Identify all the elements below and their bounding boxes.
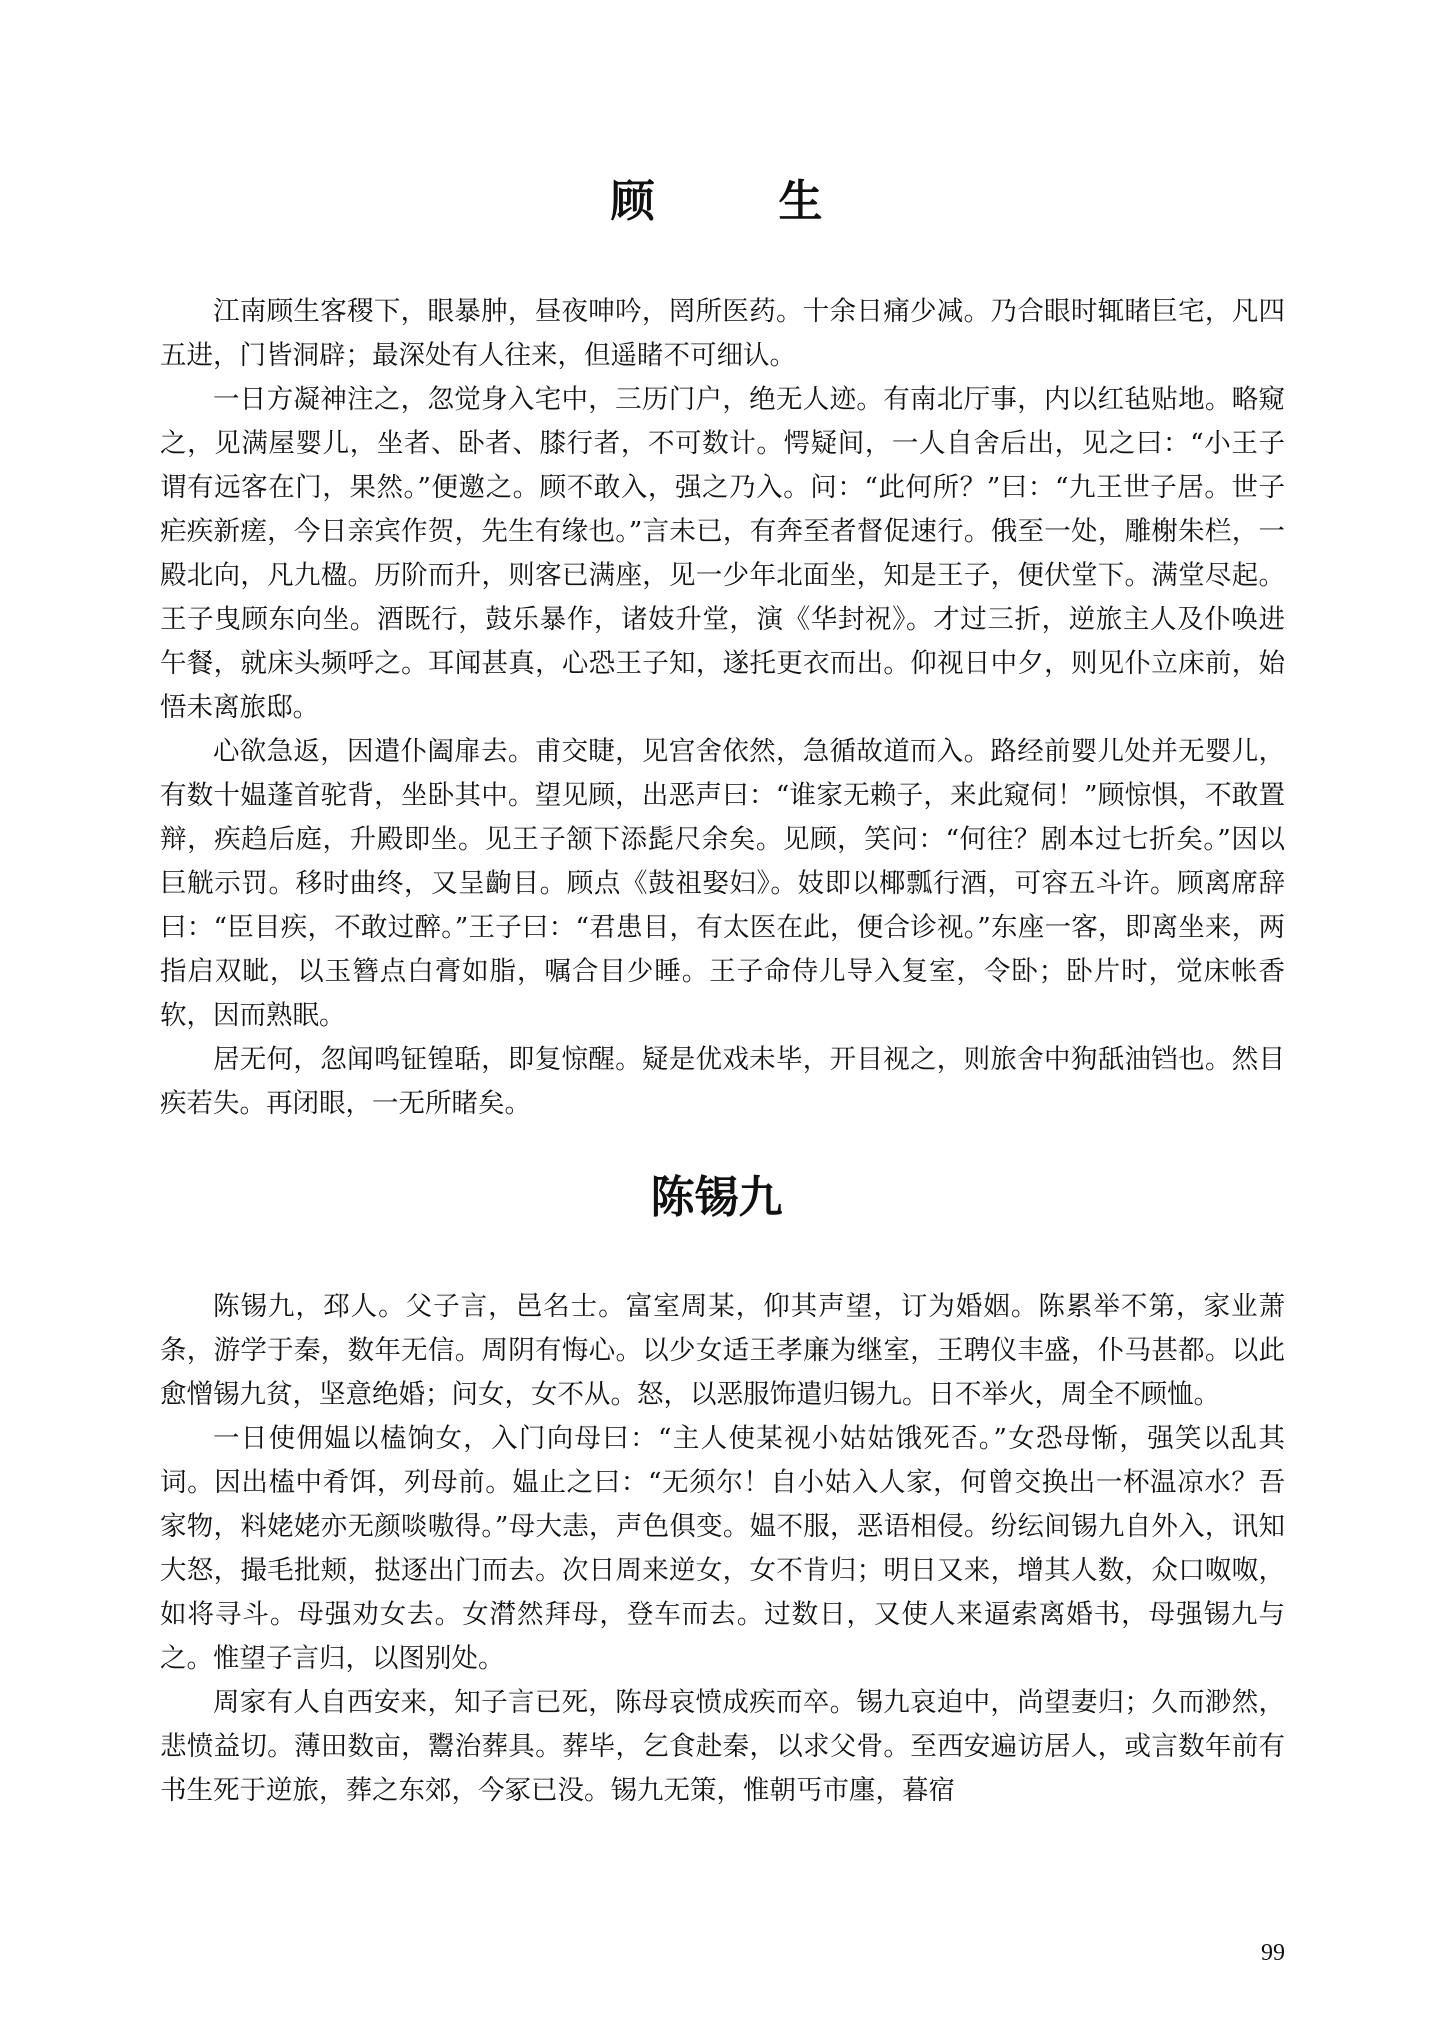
paragraph: 心欲急返，因遣仆阖扉去。甫交睫，见宫舍依然，急循故道而入。路经前婴儿处并无婴儿，有数十媪蓬首驼背，坐卧其中。望见顾，出恶声曰：“谁家无赖子，来此窥伺！”顾惊惧，不敢置辩，疾趋后庭，升殿即坐。见王子颔下添髭尺余矣。见顾，笑问：“何往？剧本过七折矣。”因以巨觥示罚。移时曲终，又呈齣目。顾点《鼓祖娶妇》。妓即以椰瓢行酒，可容五斗许。顾离席辞曰：“臣目疾，不敢过醉。”王子曰：“君患目，有太医在此，便合诊视。”东座一客，即离坐来，两指启双眦，以玉簪点白膏如脂，嘱合目少睡。王子命侍儿导入复室，令卧；卧片时，觉床帐香软，因而熟眠。 — [160, 736, 1285, 1031]
paragraph: 陈锡九，邳人。父子言，邑名士。富室周某，仰其声望，订为婚姻。陈累举不第，家业萧条，游学于秦，数年无信。周阴有悔心。以少女适王孝廉为继室，王聘仪丰盛，仆马甚都。以此愈憎锡九贫，坚意绝婚；问女，女不从。怒，以恶服饰遣归锡九。日不举火，周全不顾恤。 — [160, 1291, 1285, 1410]
paragraph: 周家有人自西安来，知子言已死，陈母哀愤成疾而卒。锡九哀迫中，尚望妻归；久而渺然，悲愤益切。薄田数亩，鬻治葬具。葬毕，乞食赴秦，以求父骨。至西安遍访居人，或言数年前有书生死于逆旅，葬之东郊，今冢已没。锡九无策，惟朝丐市廛，暮宿 — [160, 1687, 1285, 1806]
story-body-chen-xi-jiu — [160, 1285, 1285, 1813]
story-body-gu-sheng — [160, 290, 1285, 1126]
paragraph: 一日使佣媪以榼饷女，入门向母曰：“主人使某视小姑姑饿死否。”女恐母惭，强笑以乱其词。因出榼中肴饵，列母前。媪止之曰：“无须尔！自小姑入人家，何曾交换出一杯温凉水？吾家物，料姥姥亦无颜啖嗷得。”母大恚，声色俱变。媪不服，恶语相侵。纷纭间锡九自外入，讯知大怒，撮毛批颊，挞逐出门而去。次日周来逆女，女不肯归；明日又来，增其人数，众口呶呶，如将寻斗。母强劝女去。女潸然拜母，登车而去。过数日，又使人来逼索离婚书，母强锡九与之。惟望子言归，以图别处。 — [160, 1423, 1285, 1674]
story-title-gu-sheng: 顾 生 — [610, 176, 863, 227]
paragraph: 一日方凝神注之，忽觉身入宅中，三历门户，绝无人迹。有南北厅事，内以红毡贴地。略窥之，见满屋婴儿，坐者、卧者、膝行者，不可数计。愕疑间，一人自舍后出，见之曰：“小王子谓有远客在门，果然。”便邀之。顾不敢入，强之乃入。问：“此何所？”曰：“九王世子居。世子疟疾新瘥，今日亲宾作贺，先生有缘也。”言未已，有奔至者督促速行。俄至一处，雕榭朱栏，一殿北向，凡九楹。历阶而升，则客已满座，见一少年北面坐，知是王子，便伏堂下。满堂尽起。王子曳顾东向坐。酒既行，鼓乐暴作，诸妓升堂，演《华封祝》。才过三折，逆旅主人及仆唤进午餐，就床头频呼之。耳闻甚真，心恐王子知，遂托更衣而出。仰视日中夕，则见仆立床前，始悟未离旅邸。 — [160, 384, 1285, 723]
paragraph: 江南顾生客稷下，眼暴肿，昼夜呻吟，罔所医药。十余日痛少减。乃合眼时辄睹巨宅，凡四五进，门皆洞辟；最深处有人往来，但遥睹不可细认。 — [160, 296, 1285, 371]
paragraph: 居无何，忽闻鸣钲锽聒，即复惊醒。疑是优戏未毕，开目视之，则旅舍中狗舐油铛也。然目疾若失。再闭眼，一无所睹矣。 — [160, 1044, 1285, 1119]
page-number: 99 — [1261, 1940, 1285, 1966]
story-title-chen-xi-jiu: 陈锡九 — [650, 1172, 783, 1223]
